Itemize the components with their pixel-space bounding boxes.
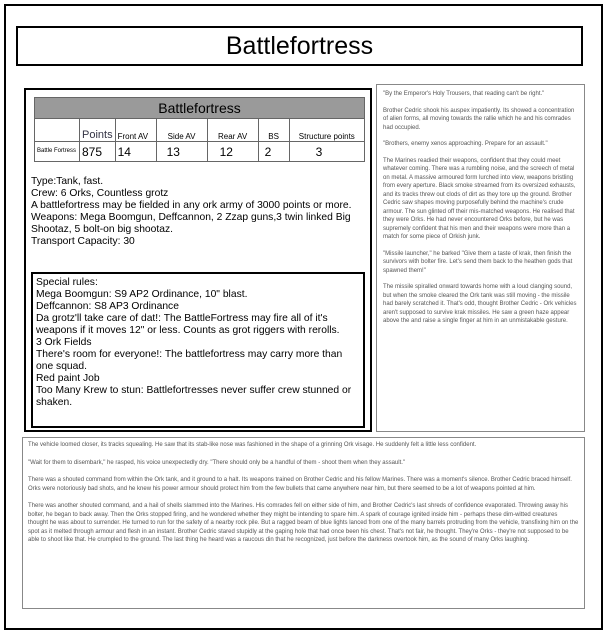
value-structure-points: 3 bbox=[289, 142, 364, 162]
rule-ork-fields: 3 Ork Fields bbox=[36, 337, 92, 348]
unit-type: Type:Tank, fast. bbox=[31, 176, 104, 187]
stat-table-title: Battlefortress bbox=[35, 98, 365, 119]
side-story-box bbox=[376, 84, 585, 432]
value-bs: 2 bbox=[258, 142, 289, 162]
side-paragraph: "By the Emperor's Holy Trousers, that reading can't be right." bbox=[383, 91, 545, 97]
value-points: 875 bbox=[80, 142, 116, 162]
side-paragraph: Brother Cedric shook his auspex impatiently. Its showed a concentration of alien forms, all moving towards the rallie which he and his comrades had occupied. bbox=[383, 107, 575, 131]
bottom-paragraph: "Wait for them to disembark," he rasped, his voice unexpectedly dry. "There should only be a handful of them - shoot them when they assault." bbox=[28, 459, 406, 466]
header-front-av: Front AV bbox=[115, 119, 156, 142]
value-rear-av: 12 bbox=[207, 142, 258, 162]
header-side-av: Side AV bbox=[156, 119, 207, 142]
side-paragraph: The missile spiralled onward towards home with a loud clanging sound, but when the smoke cleared the Ork tank was still moving - the missile had barely scratched it. That's odd, thought Brother Cedric - Ork vehicles aren't supposed to survive krak missiles. He saw a green haze appear above the and raise a single finger at him in an unmistakable gesture. bbox=[383, 284, 577, 324]
rule-red-paint-job: Red paint Job bbox=[36, 373, 100, 384]
special-rules-box bbox=[31, 272, 365, 428]
side-paragraph: "Missile launcher," he barked "Give them a taste of krak, then finish the survivors with bolter fire. Let's send them back to the heathen gods that spawned them!" bbox=[383, 250, 573, 274]
page-title: Battlefortress bbox=[16, 26, 583, 66]
unit-crew: Crew: 6 Orks, Countless grotz bbox=[31, 188, 169, 199]
header-rear-av: Rear AV bbox=[207, 119, 258, 142]
rule-deffcannon: Deffcannon: S8 AP3 Ordinance bbox=[36, 301, 179, 312]
bottom-paragraph: There was a shouted command from within the Ork tank, and it ground to a halt. Its weapons trained on Brother Cedric and his fellow Marines. There was a moment's silence. Brother Cedric braced himself. Orks were notoriously bad shots, and he knew his power armour should protect him from the few bullets that came anywhere near him, but there seemed to be a lot of weapons pointed at him. bbox=[28, 477, 572, 492]
rule-grotz: Da grotz'll take care of dat!: The BattleFortress may fire all of it's weapons if it moves 12" or less. Counts as grot riggers with rerolls. bbox=[36, 313, 340, 336]
unit-description bbox=[31, 176, 369, 248]
bottom-story-box bbox=[22, 437, 585, 609]
unit-weapons: Weapons: Mega Boomgun, Deffcannon, 2 Zzap guns,3 twin linked Big Shootaz, 5 bolt-on big shootaz. bbox=[31, 212, 351, 235]
stat-header-row bbox=[35, 119, 365, 142]
unit-army-requirement: A battlefortress may be fielded in any ork army of 3000 points or more. bbox=[31, 200, 352, 211]
unit-name: Battle Fortress bbox=[35, 142, 80, 162]
bottom-paragraph: There was another shouted command, and a hail of shells slammed into the Marines. His comrades fell on either side of him, and Brother Cedric's last shreds of confidence evaporated. Throwing away his bolter, he began to back away. Then the Orks stopped firing, and he wondered whether they might be intending to spare him. A spark of courage ignited inside him - perhaps these dim-witted creatures thought he was about to surrender. He turned to run for the safety of a nearby rock pile. But a ragged beam of blue lights lanced from one of the many barrels protruding from the vehicle, transfixing him on the spot as it melted through armour and flesh in an instant. Brother Cedric stared stupidly at the gaping hole that had once been his chest. That's not fair, he thought. They're Orks - they're not supposed to be able to shoot like that. He crumpled to the ground. The last thing he heard was a raucous din that he recognized, just before the darkness overtook him, as the sound of many Orks laughing. bbox=[28, 503, 579, 543]
value-front-av: 14 bbox=[115, 142, 156, 162]
value-side-av: 13 bbox=[156, 142, 207, 162]
side-paragraph: The Marines readied their weapons, confident that they could meet whatever coming. There was a rumbling noise, and the screech of metal on metal. A massive armoured form lurched into view, weapons bristling from every aperture. Black smoke streamed from its oversized exhausts, and its tracks threw out clods of dirt as they tore up the ground. Brother Cedric saw shapes moving purposefully behind the machine's crude armour. The sun glinted off their mis-matched weapons. He realised that they were Orks. He had never encountered Orks before, but he was supremely confident that his men and their weapons were more than a match for some piece of Orkish junk. bbox=[383, 157, 576, 240]
rule-mega-boomgun: Mega Boomgun: S9 AP2 Ordinance, 10" blast. bbox=[36, 289, 248, 300]
stat-table bbox=[34, 97, 365, 162]
rules-heading: Special rules: bbox=[36, 277, 98, 288]
side-paragraph: "Brothers, enemy xenos approaching. Prepare for an assault." bbox=[383, 141, 548, 147]
header-structure-points: Structure points bbox=[289, 119, 364, 142]
header-points: Points bbox=[80, 119, 116, 142]
bottom-paragraph: The vehicle loomed closer, its tracks squealing. He saw that its stab-like nose was fashioned in the shape of a grinning Ork visage. He suddenly felt a little less confident. bbox=[28, 442, 477, 448]
header-bs: BS bbox=[258, 119, 289, 142]
stat-value-row bbox=[35, 142, 365, 162]
header-blank bbox=[35, 119, 80, 142]
rule-room-for-everyone: There's room for everyone!: The battlefortress may carry more than one squad. bbox=[36, 349, 343, 372]
unit-transport-capacity: Transport Capacity: 30 bbox=[31, 236, 135, 247]
rule-too-many-krew: Too Many Krew to stun: Battlefortresses never suffer crew stunned or shaken. bbox=[36, 385, 352, 408]
unit-card bbox=[24, 88, 372, 432]
